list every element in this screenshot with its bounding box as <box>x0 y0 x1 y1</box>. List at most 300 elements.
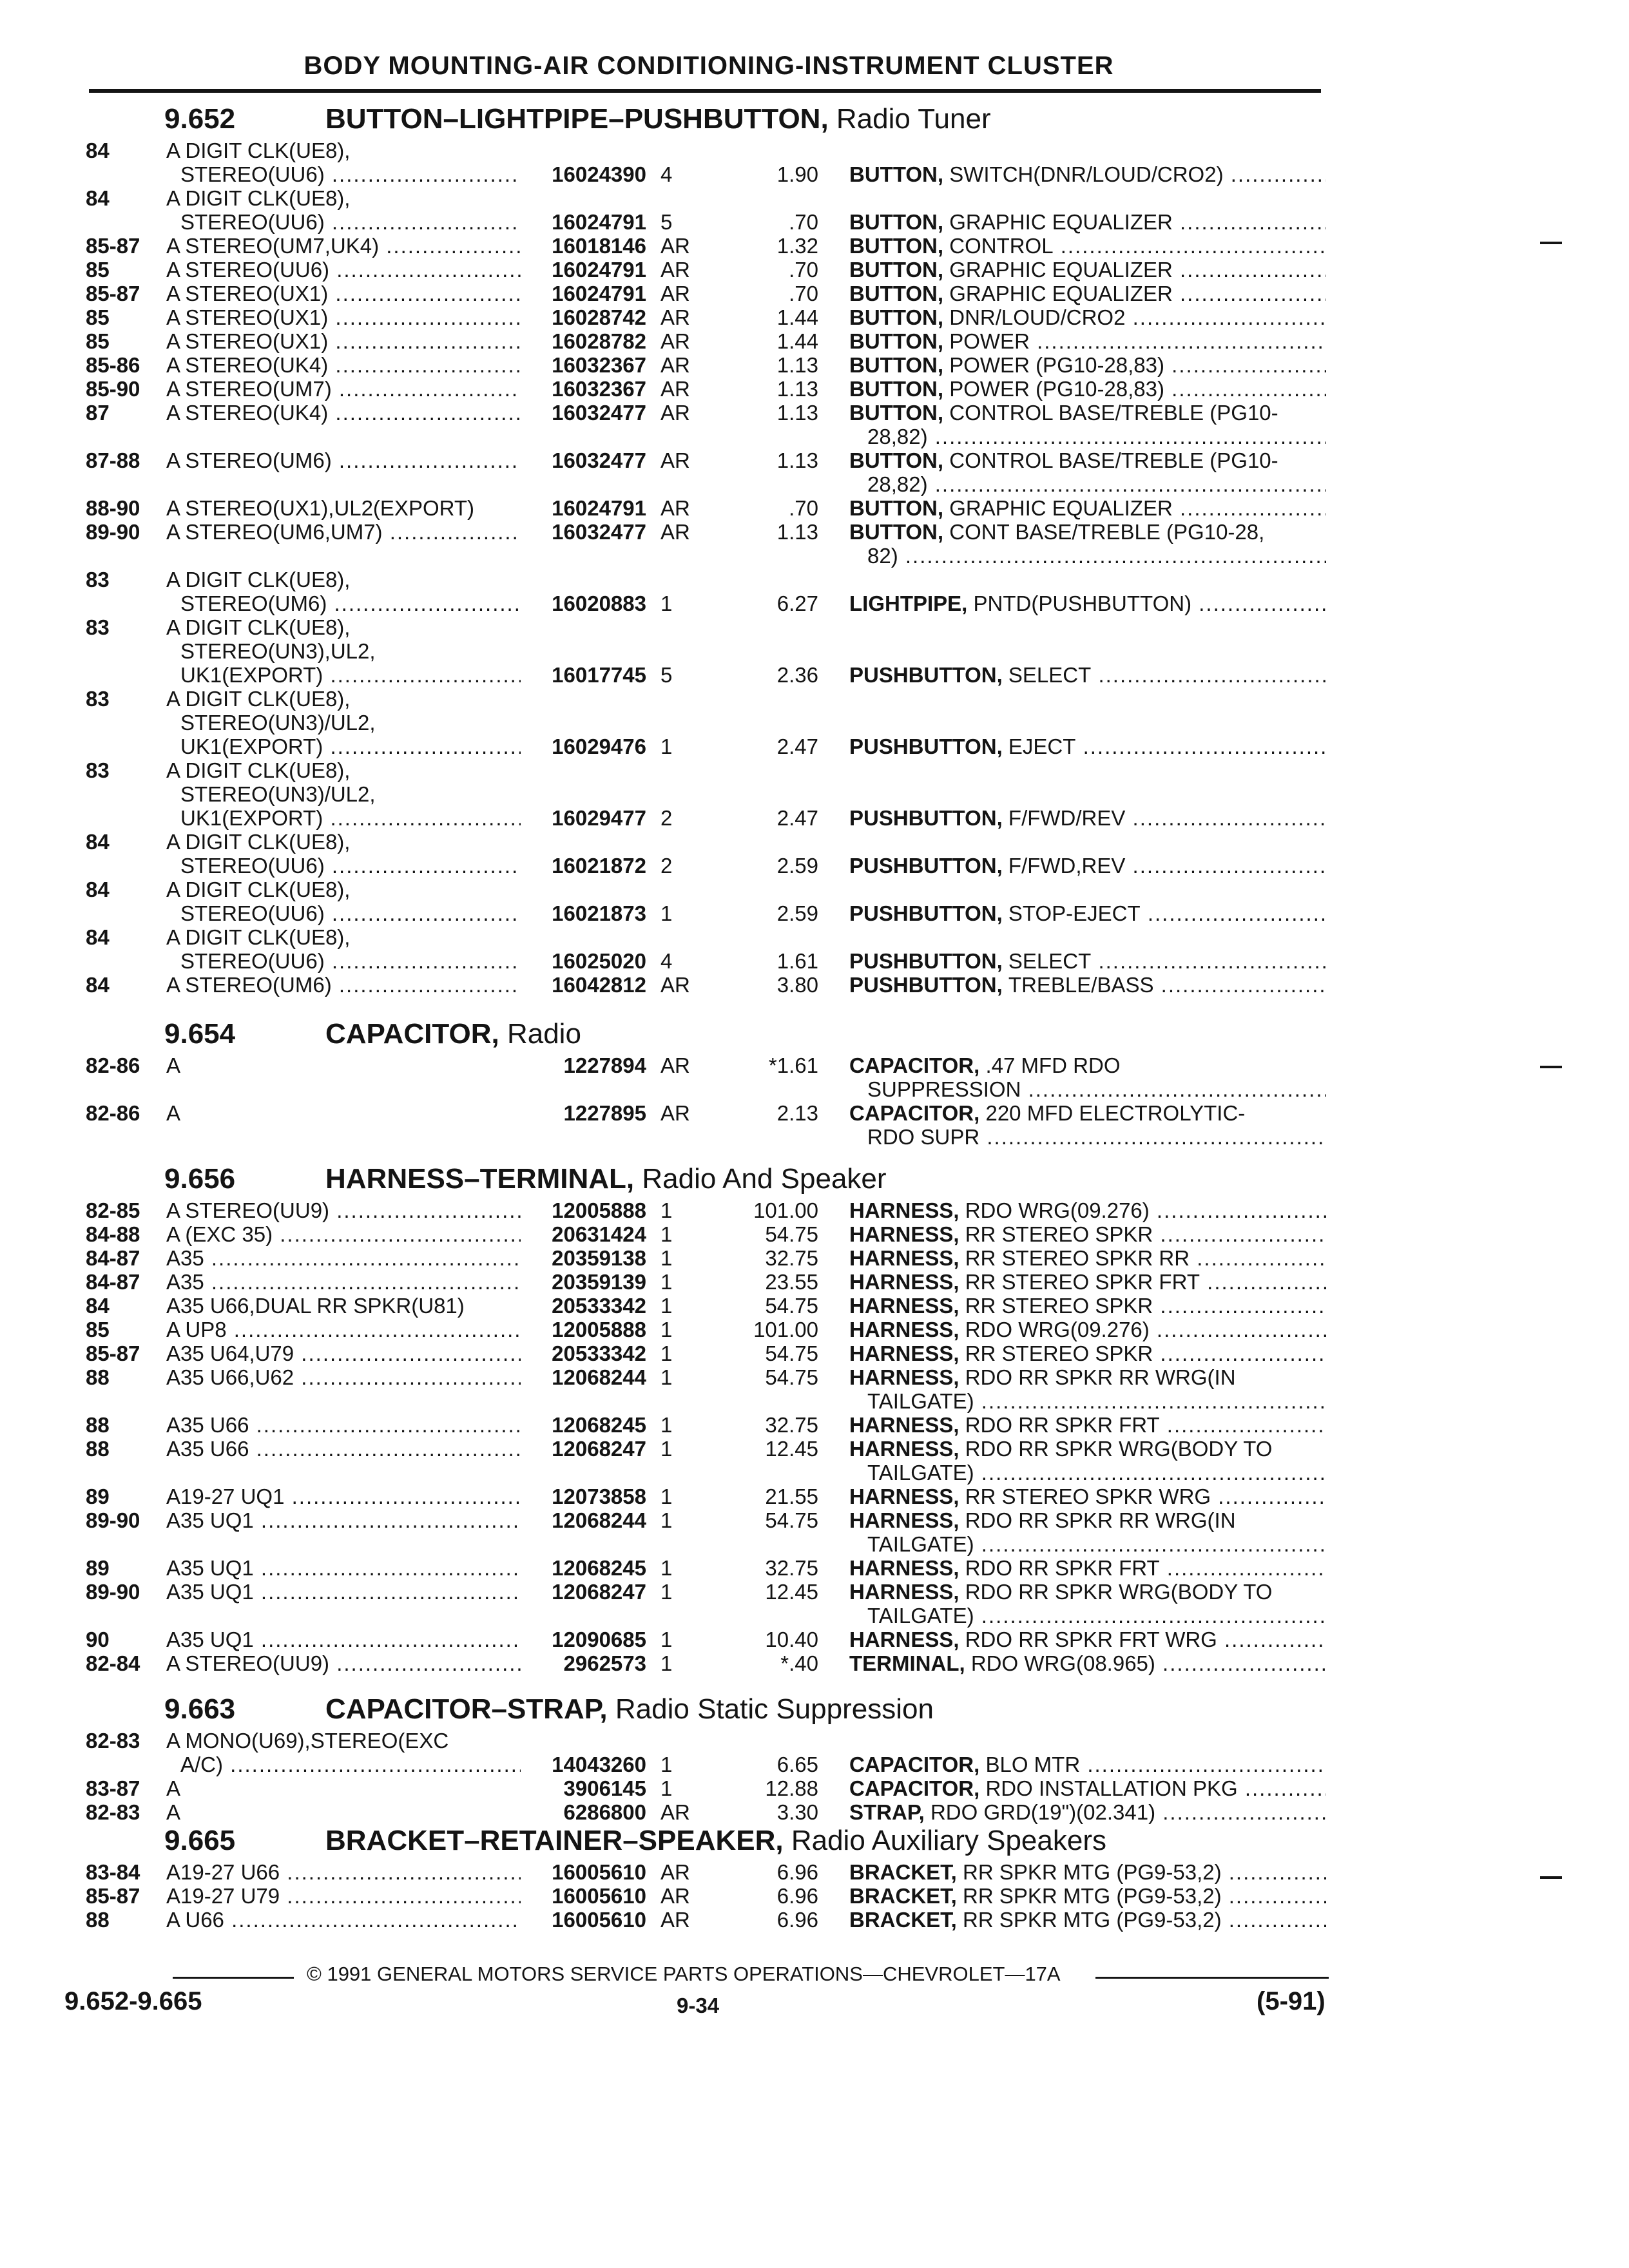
table-row <box>0 186 1629 234</box>
usage-line: A STEREO(UM6) ..... <box>166 448 521 472</box>
quantity: 1 <box>660 1776 673 1800</box>
part-name-keyword: LIGHTPIPE, <box>849 591 974 615</box>
usage-line: UK1(EXPORT) ..... <box>166 663 521 687</box>
table-row <box>0 687 1629 758</box>
part-name-keyword: BUTTON, <box>849 210 950 234</box>
model-years: 88 <box>86 1365 110 1389</box>
usage-line: A DIGIT CLK(UE8), <box>166 830 351 854</box>
usage-line: STEREO(UN3)/UL2, <box>180 782 376 806</box>
usage-description <box>166 1270 521 1294</box>
model-years: 87-88 <box>86 448 140 472</box>
part-number: 6286800 <box>563 1800 646 1824</box>
price: .70 <box>789 282 818 305</box>
quantity: AR <box>660 520 690 544</box>
usage-description <box>166 1294 521 1318</box>
quantity: 4 <box>660 162 673 186</box>
price: 2.47 <box>776 806 818 830</box>
quantity: 1 <box>660 1485 673 1508</box>
price: 32.75 <box>765 1413 818 1437</box>
part-number: 12068245 <box>552 1556 646 1580</box>
usage-line: A/C) ..... <box>166 1753 521 1776</box>
part-name-line: TERMINAL, RDO WRG(08.965) ..... <box>849 1651 1326 1675</box>
usage-description <box>166 925 521 973</box>
part-name-keyword: HARNESS, <box>849 1270 965 1294</box>
part-name-line: PUSHBUTTON, TREBLE/BASS ..... <box>849 973 1326 997</box>
part-name-keyword: BUTTON, <box>849 520 950 544</box>
usage-description <box>166 1198 521 1222</box>
usage-description <box>166 758 521 830</box>
model-years: 88 <box>86 1908 110 1932</box>
model-years: 84 <box>86 830 110 854</box>
usage-description <box>166 1437 521 1461</box>
part-name-line: HARNESS, RDO RR SPKR WRG(BODY TO <box>849 1580 1273 1604</box>
part-name <box>849 1908 1326 1932</box>
price: 1.32 <box>776 234 818 258</box>
part-name-keyword: BUTTON, <box>849 258 950 282</box>
usage-line: A <box>166 1800 181 1824</box>
section-subtitle: Radio Tuner <box>836 103 991 135</box>
table-row <box>0 1556 1629 1580</box>
part-number: 16024791 <box>552 210 646 234</box>
part-name-line: PUSHBUTTON, EJECT ..... <box>849 735 1326 758</box>
model-years: 83-87 <box>86 1776 140 1800</box>
part-name <box>849 1508 1326 1556</box>
part-name-keyword: BUTTON, <box>849 305 950 329</box>
model-years: 85-87 <box>86 234 140 258</box>
price: *1.61 <box>768 1053 818 1077</box>
part-number: 16021873 <box>552 901 646 925</box>
price: 12.45 <box>765 1580 818 1604</box>
usage-line: A35 ..... <box>166 1270 521 1294</box>
model-years: 85 <box>86 1318 110 1341</box>
part-name-line: HARNESS, RR STEREO SPKR ..... <box>849 1294 1326 1318</box>
table-row <box>0 1729 1629 1776</box>
part-number: 16017745 <box>552 663 646 687</box>
part-name-line: HARNESS, RDO RR SPKR RR WRG(IN <box>849 1508 1236 1532</box>
table-row <box>0 568 1629 615</box>
part-name-line: PUSHBUTTON, F/FWD,REV ..... <box>849 854 1326 878</box>
usage-description <box>166 1053 521 1077</box>
usage-description <box>166 1508 521 1532</box>
model-years: 83 <box>86 758 110 782</box>
usage-description <box>166 1101 521 1125</box>
part-number: 20631424 <box>552 1222 646 1246</box>
part-name-keyword: STRAP, <box>849 1800 930 1824</box>
usage-line: STEREO(UU6) ..... <box>166 949 521 973</box>
part-name-line: HARNESS, RR STEREO SPKR WRG ..... <box>849 1485 1326 1508</box>
price: 2.36 <box>776 663 818 687</box>
part-name-keyword: BUTTON, <box>849 282 950 305</box>
part-name-keyword: PUSHBUTTON, <box>849 973 1008 997</box>
price: 1.13 <box>776 377 818 401</box>
quantity: AR <box>660 1884 690 1908</box>
model-years: 82-83 <box>86 1800 140 1824</box>
price: .70 <box>789 210 818 234</box>
model-years: 88-90 <box>86 496 140 520</box>
table-row <box>0 234 1629 258</box>
part-name-line: HARNESS, RDO RR SPKR FRT ..... <box>849 1413 1326 1437</box>
part-name-keyword: BUTTON, <box>849 329 950 353</box>
part-number: 20533342 <box>552 1341 646 1365</box>
quantity: 1 <box>660 735 673 758</box>
price: 32.75 <box>765 1246 818 1270</box>
quantity: 1 <box>660 1246 673 1270</box>
model-years: 88 <box>86 1437 110 1461</box>
model-years: 89 <box>86 1485 110 1508</box>
part-name <box>849 901 1326 925</box>
table-row <box>0 377 1629 401</box>
section-title: CAPACITOR–STRAP, <box>325 1693 615 1725</box>
table-row <box>0 1413 1629 1437</box>
usage-line: A35 U66,DUAL RR SPKR(U81) <box>166 1294 465 1318</box>
part-name-line: HARNESS, RDO WRG(09.276) ..... <box>849 1198 1326 1222</box>
usage-line: A19-27 U79 ..... <box>166 1884 521 1908</box>
section-heading <box>164 1825 1106 1857</box>
section-subtitle: Radio Auxiliary Speakers <box>791 1825 1106 1856</box>
part-name <box>849 1628 1326 1651</box>
model-years: 89-90 <box>86 1508 140 1532</box>
usage-description <box>166 1222 521 1246</box>
part-name-line: BUTTON, POWER (PG10-28,83) ..... <box>849 377 1326 401</box>
part-name <box>849 520 1326 568</box>
section-number: 9.654 <box>164 1018 236 1050</box>
part-name-line: HARNESS, RR STEREO SPKR ..... <box>849 1222 1326 1246</box>
part-number: 3906145 <box>563 1776 646 1800</box>
part-name-keyword: PUSHBUTTON, <box>849 854 1008 878</box>
part-number: 16024791 <box>552 282 646 305</box>
part-name <box>849 1776 1326 1800</box>
section-title: HARNESS–TERMINAL, <box>325 1163 642 1195</box>
part-number: 16018146 <box>552 234 646 258</box>
usage-description <box>166 1246 521 1270</box>
usage-description <box>166 1729 521 1776</box>
part-name-line: BRACKET, RR SPKR MTG (PG9-53,2) ..... <box>849 1908 1326 1932</box>
usage-line: STEREO(UU6) ..... <box>166 210 521 234</box>
usage-description <box>166 258 521 282</box>
section-title: CAPACITOR, <box>325 1018 507 1050</box>
part-name <box>849 329 1326 353</box>
margin-mark <box>1540 1066 1562 1068</box>
model-years: 88 <box>86 1413 110 1437</box>
part-name-keyword: HARNESS, <box>849 1437 965 1461</box>
quantity: 2 <box>660 854 673 878</box>
part-name <box>849 377 1326 401</box>
table-row <box>0 139 1629 186</box>
part-number: 12005888 <box>552 1318 646 1341</box>
quantity: 1 <box>660 591 673 615</box>
quantity: AR <box>660 401 690 425</box>
part-name-keyword: HARNESS, <box>849 1294 965 1318</box>
part-name <box>849 1294 1326 1318</box>
part-name-line: TAILGATE) ..... <box>849 1389 1326 1413</box>
price: 6.96 <box>776 1908 818 1932</box>
usage-description <box>166 353 521 377</box>
part-number: 16029477 <box>552 806 646 830</box>
part-number: 2962573 <box>563 1651 646 1675</box>
model-years: 85-90 <box>86 377 140 401</box>
part-name-keyword: BUTTON, <box>849 448 950 472</box>
usage-description <box>166 496 521 520</box>
table-row <box>0 1053 1629 1101</box>
price: 2.13 <box>776 1101 818 1125</box>
part-name <box>849 1860 1326 1884</box>
section-title: BRACKET–RETAINER–SPEAKER, <box>325 1825 791 1856</box>
part-name <box>849 1580 1326 1628</box>
usage-description <box>166 401 521 425</box>
model-years: 84 <box>86 186 110 210</box>
usage-line: A35 U64,U79 ..... <box>166 1341 521 1365</box>
usage-description <box>166 1580 521 1604</box>
part-name <box>849 305 1326 329</box>
part-name <box>849 1246 1326 1270</box>
usage-line: A STEREO(UX1) ..... <box>166 329 521 353</box>
usage-description <box>166 329 521 353</box>
part-name-line: HARNESS, RDO RR SPKR FRT WRG ..... <box>849 1628 1326 1651</box>
part-name-keyword: PUSHBUTTON, <box>849 806 1008 830</box>
usage-line: A35 U66 ..... <box>166 1437 521 1461</box>
quantity: 1 <box>660 1198 673 1222</box>
part-number: 16042812 <box>552 973 646 997</box>
part-name-line: PUSHBUTTON, SELECT ..... <box>849 949 1326 973</box>
quantity: 1 <box>660 1580 673 1604</box>
quantity: AR <box>660 258 690 282</box>
model-years: 84 <box>86 925 110 949</box>
usage-line: A STEREO(UK4) ..... <box>166 353 521 377</box>
part-name-line: BUTTON, POWER ..... <box>849 329 1326 353</box>
usage-line: A DIGIT CLK(UE8), <box>166 758 351 782</box>
model-years: 84 <box>86 973 110 997</box>
table-row <box>0 1246 1629 1270</box>
quantity: AR <box>660 1908 690 1932</box>
part-name <box>849 282 1326 305</box>
usage-line: STEREO(UU6) ..... <box>166 162 521 186</box>
section-subtitle: Radio And Speaker <box>642 1163 887 1195</box>
quantity: AR <box>660 377 690 401</box>
table-row <box>0 1580 1629 1628</box>
model-years: 89-90 <box>86 1580 140 1604</box>
model-years: 85 <box>86 329 110 353</box>
usage-description <box>166 1908 521 1932</box>
usage-line: A35 UQ1 ..... <box>166 1508 521 1532</box>
part-name <box>849 1318 1326 1341</box>
usage-description <box>166 1884 521 1908</box>
model-years: 85-86 <box>86 353 140 377</box>
part-name-line: TAILGATE) ..... <box>849 1461 1326 1485</box>
table-row <box>0 1908 1629 1932</box>
part-name-keyword: BUTTON, <box>849 234 950 258</box>
model-years: 83 <box>86 615 110 639</box>
quantity: AR <box>660 1053 690 1077</box>
price: 10.40 <box>765 1628 818 1651</box>
usage-description <box>166 1556 521 1580</box>
part-name-line: BUTTON, CONTROL BASE/TREBLE (PG10- <box>849 401 1278 425</box>
part-name-line: HARNESS, RDO WRG(09.276) ..... <box>849 1318 1326 1341</box>
part-name <box>849 949 1326 973</box>
part-name <box>849 1270 1326 1294</box>
model-years: 82-83 <box>86 1729 140 1753</box>
quantity: 1 <box>660 1628 673 1651</box>
part-number: 1227894 <box>563 1053 646 1077</box>
part-number: 16005610 <box>552 1860 646 1884</box>
part-name-keyword: HARNESS, <box>849 1556 965 1580</box>
usage-line: A STEREO(UM6) ..... <box>166 973 521 997</box>
part-name-keyword: HARNESS, <box>849 1628 965 1651</box>
part-number: 16025020 <box>552 949 646 973</box>
part-name <box>849 854 1326 878</box>
usage-line: A19-27 UQ1 ..... <box>166 1485 521 1508</box>
usage-line: A35 U66 ..... <box>166 1413 521 1437</box>
part-name-line: BUTTON, CONT BASE/TREBLE (PG10-28, <box>849 520 1265 544</box>
part-number: 16032367 <box>552 377 646 401</box>
part-name <box>849 353 1326 377</box>
usage-line: A DIGIT CLK(UE8), <box>166 687 351 711</box>
section-heading <box>164 1018 581 1050</box>
usage-line: A STEREO(UM7) ..... <box>166 377 521 401</box>
quantity: 1 <box>660 1222 673 1246</box>
usage-line: A STEREO(UX1),UL2(EXPORT) <box>166 496 475 520</box>
quantity: 5 <box>660 210 673 234</box>
section-number: 9.652 <box>164 103 236 135</box>
price: 12.88 <box>765 1776 818 1800</box>
part-name-keyword: PUSHBUTTON, <box>849 901 1008 925</box>
quantity: AR <box>660 353 690 377</box>
section-number: 9.663 <box>164 1693 236 1725</box>
price: 1.13 <box>776 448 818 472</box>
part-number: 16024390 <box>552 162 646 186</box>
usage-description <box>166 305 521 329</box>
table-row <box>0 1365 1629 1413</box>
usage-line: UK1(EXPORT) ..... <box>166 735 521 758</box>
price: 1.90 <box>776 162 818 186</box>
part-name-keyword: HARNESS, <box>849 1508 965 1532</box>
part-name-keyword: HARNESS, <box>849 1222 965 1246</box>
part-number: 12068244 <box>552 1365 646 1389</box>
model-years: 85-87 <box>86 1341 140 1365</box>
usage-line: A35 UQ1 ..... <box>166 1556 521 1580</box>
usage-line: A (EXC 35) ..... <box>166 1222 521 1246</box>
part-number: 12073858 <box>552 1485 646 1508</box>
part-number: 16028742 <box>552 305 646 329</box>
quantity: 1 <box>660 1270 673 1294</box>
model-years: 83-84 <box>86 1860 140 1884</box>
part-number: 12005888 <box>552 1198 646 1222</box>
part-name-line: BUTTON, GRAPHIC EQUALIZER ..... <box>849 282 1326 305</box>
price: 2.59 <box>776 901 818 925</box>
part-name <box>849 806 1326 830</box>
part-name <box>849 1413 1326 1437</box>
usage-line: A UP8 ..... <box>166 1318 521 1341</box>
quantity: 4 <box>660 949 673 973</box>
part-number: 16032367 <box>552 353 646 377</box>
table-row <box>0 496 1629 520</box>
model-years: 90 <box>86 1628 110 1651</box>
usage-description <box>166 139 521 186</box>
model-years: 84 <box>86 878 110 901</box>
usage-line: A35 UQ1 ..... <box>166 1628 521 1651</box>
price: 1.13 <box>776 520 818 544</box>
usage-line: A DIGIT CLK(UE8), <box>166 878 351 901</box>
usage-line: UK1(EXPORT) ..... <box>166 806 521 830</box>
usage-line: A STEREO(UM7,UK4) ..... <box>166 234 521 258</box>
usage-description <box>166 1318 521 1341</box>
table-row <box>0 1270 1629 1294</box>
usage-description <box>166 615 521 687</box>
usage-description <box>166 1776 521 1800</box>
part-number: 16032477 <box>552 448 646 472</box>
footer-section-range: 9.652-9.665 <box>64 1987 202 2015</box>
model-years: 83 <box>86 568 110 591</box>
part-name-keyword: CAPACITOR, <box>849 1776 986 1800</box>
table-row <box>0 1884 1629 1908</box>
part-number: 14043260 <box>552 1753 646 1776</box>
usage-line: A19-27 U66 ..... <box>166 1860 521 1884</box>
price: 3.30 <box>776 1800 818 1824</box>
part-name-line: PUSHBUTTON, F/FWD/REV ..... <box>849 806 1326 830</box>
part-name-keyword: BUTTON, <box>849 496 950 520</box>
part-name-line: BUTTON, SWITCH(DNR/LOUD/CRO2) ..... <box>849 162 1326 186</box>
part-name-line: PUSHBUTTON, SELECT ..... <box>849 663 1326 687</box>
part-name-line: LIGHTPIPE, PNTD(PUSHBUTTON) ..... <box>849 591 1326 615</box>
price: 101.00 <box>753 1318 818 1341</box>
price: 2.59 <box>776 854 818 878</box>
part-number: 20359139 <box>552 1270 646 1294</box>
table-row <box>0 973 1629 997</box>
usage-line: A STEREO(UX1) ..... <box>166 305 521 329</box>
quantity: 1 <box>660 1365 673 1389</box>
price: 32.75 <box>765 1556 818 1580</box>
part-name <box>849 1341 1326 1365</box>
part-name <box>849 234 1326 258</box>
table-row <box>0 925 1629 973</box>
part-number: 16032477 <box>552 520 646 544</box>
price: 6.96 <box>776 1884 818 1908</box>
usage-line: STEREO(UN3),UL2, <box>180 639 376 663</box>
part-name-line: HARNESS, RR STEREO SPKR ..... <box>849 1341 1326 1365</box>
part-number: 1227895 <box>563 1101 646 1125</box>
table-row <box>0 1294 1629 1318</box>
quantity: 2 <box>660 806 673 830</box>
quantity: AR <box>660 496 690 520</box>
part-name-line: 28,82) ..... <box>849 472 1326 496</box>
model-years: 83 <box>86 687 110 711</box>
model-years: 85-87 <box>86 1884 140 1908</box>
model-years: 85 <box>86 305 110 329</box>
price: 6.65 <box>776 1753 818 1776</box>
part-name-line: STRAP, RDO GRD(19")(02.341) ..... <box>849 1800 1326 1824</box>
quantity: 1 <box>660 1437 673 1461</box>
section-heading <box>164 103 991 135</box>
part-number: 16028782 <box>552 329 646 353</box>
part-number: 16005610 <box>552 1908 646 1932</box>
part-name-line: TAILGATE) ..... <box>849 1604 1326 1628</box>
part-name-keyword: CAPACITOR, <box>849 1053 986 1077</box>
part-name-keyword: HARNESS, <box>849 1246 965 1270</box>
quantity: 1 <box>660 1318 673 1341</box>
part-name <box>849 210 1326 234</box>
part-name <box>849 1485 1326 1508</box>
model-years: 82-86 <box>86 1053 140 1077</box>
quantity: 1 <box>660 1651 673 1675</box>
price: 1.13 <box>776 401 818 425</box>
table-row <box>0 1800 1629 1824</box>
section-heading <box>164 1693 934 1725</box>
part-name <box>849 1101 1326 1149</box>
table-row <box>0 282 1629 305</box>
part-name-line: SUPPRESSION ..... <box>849 1077 1326 1101</box>
table-row <box>0 1341 1629 1365</box>
part-name <box>849 1365 1326 1413</box>
part-name-line: BRACKET, RR SPKR MTG (PG9-53,2) ..... <box>849 1884 1326 1908</box>
